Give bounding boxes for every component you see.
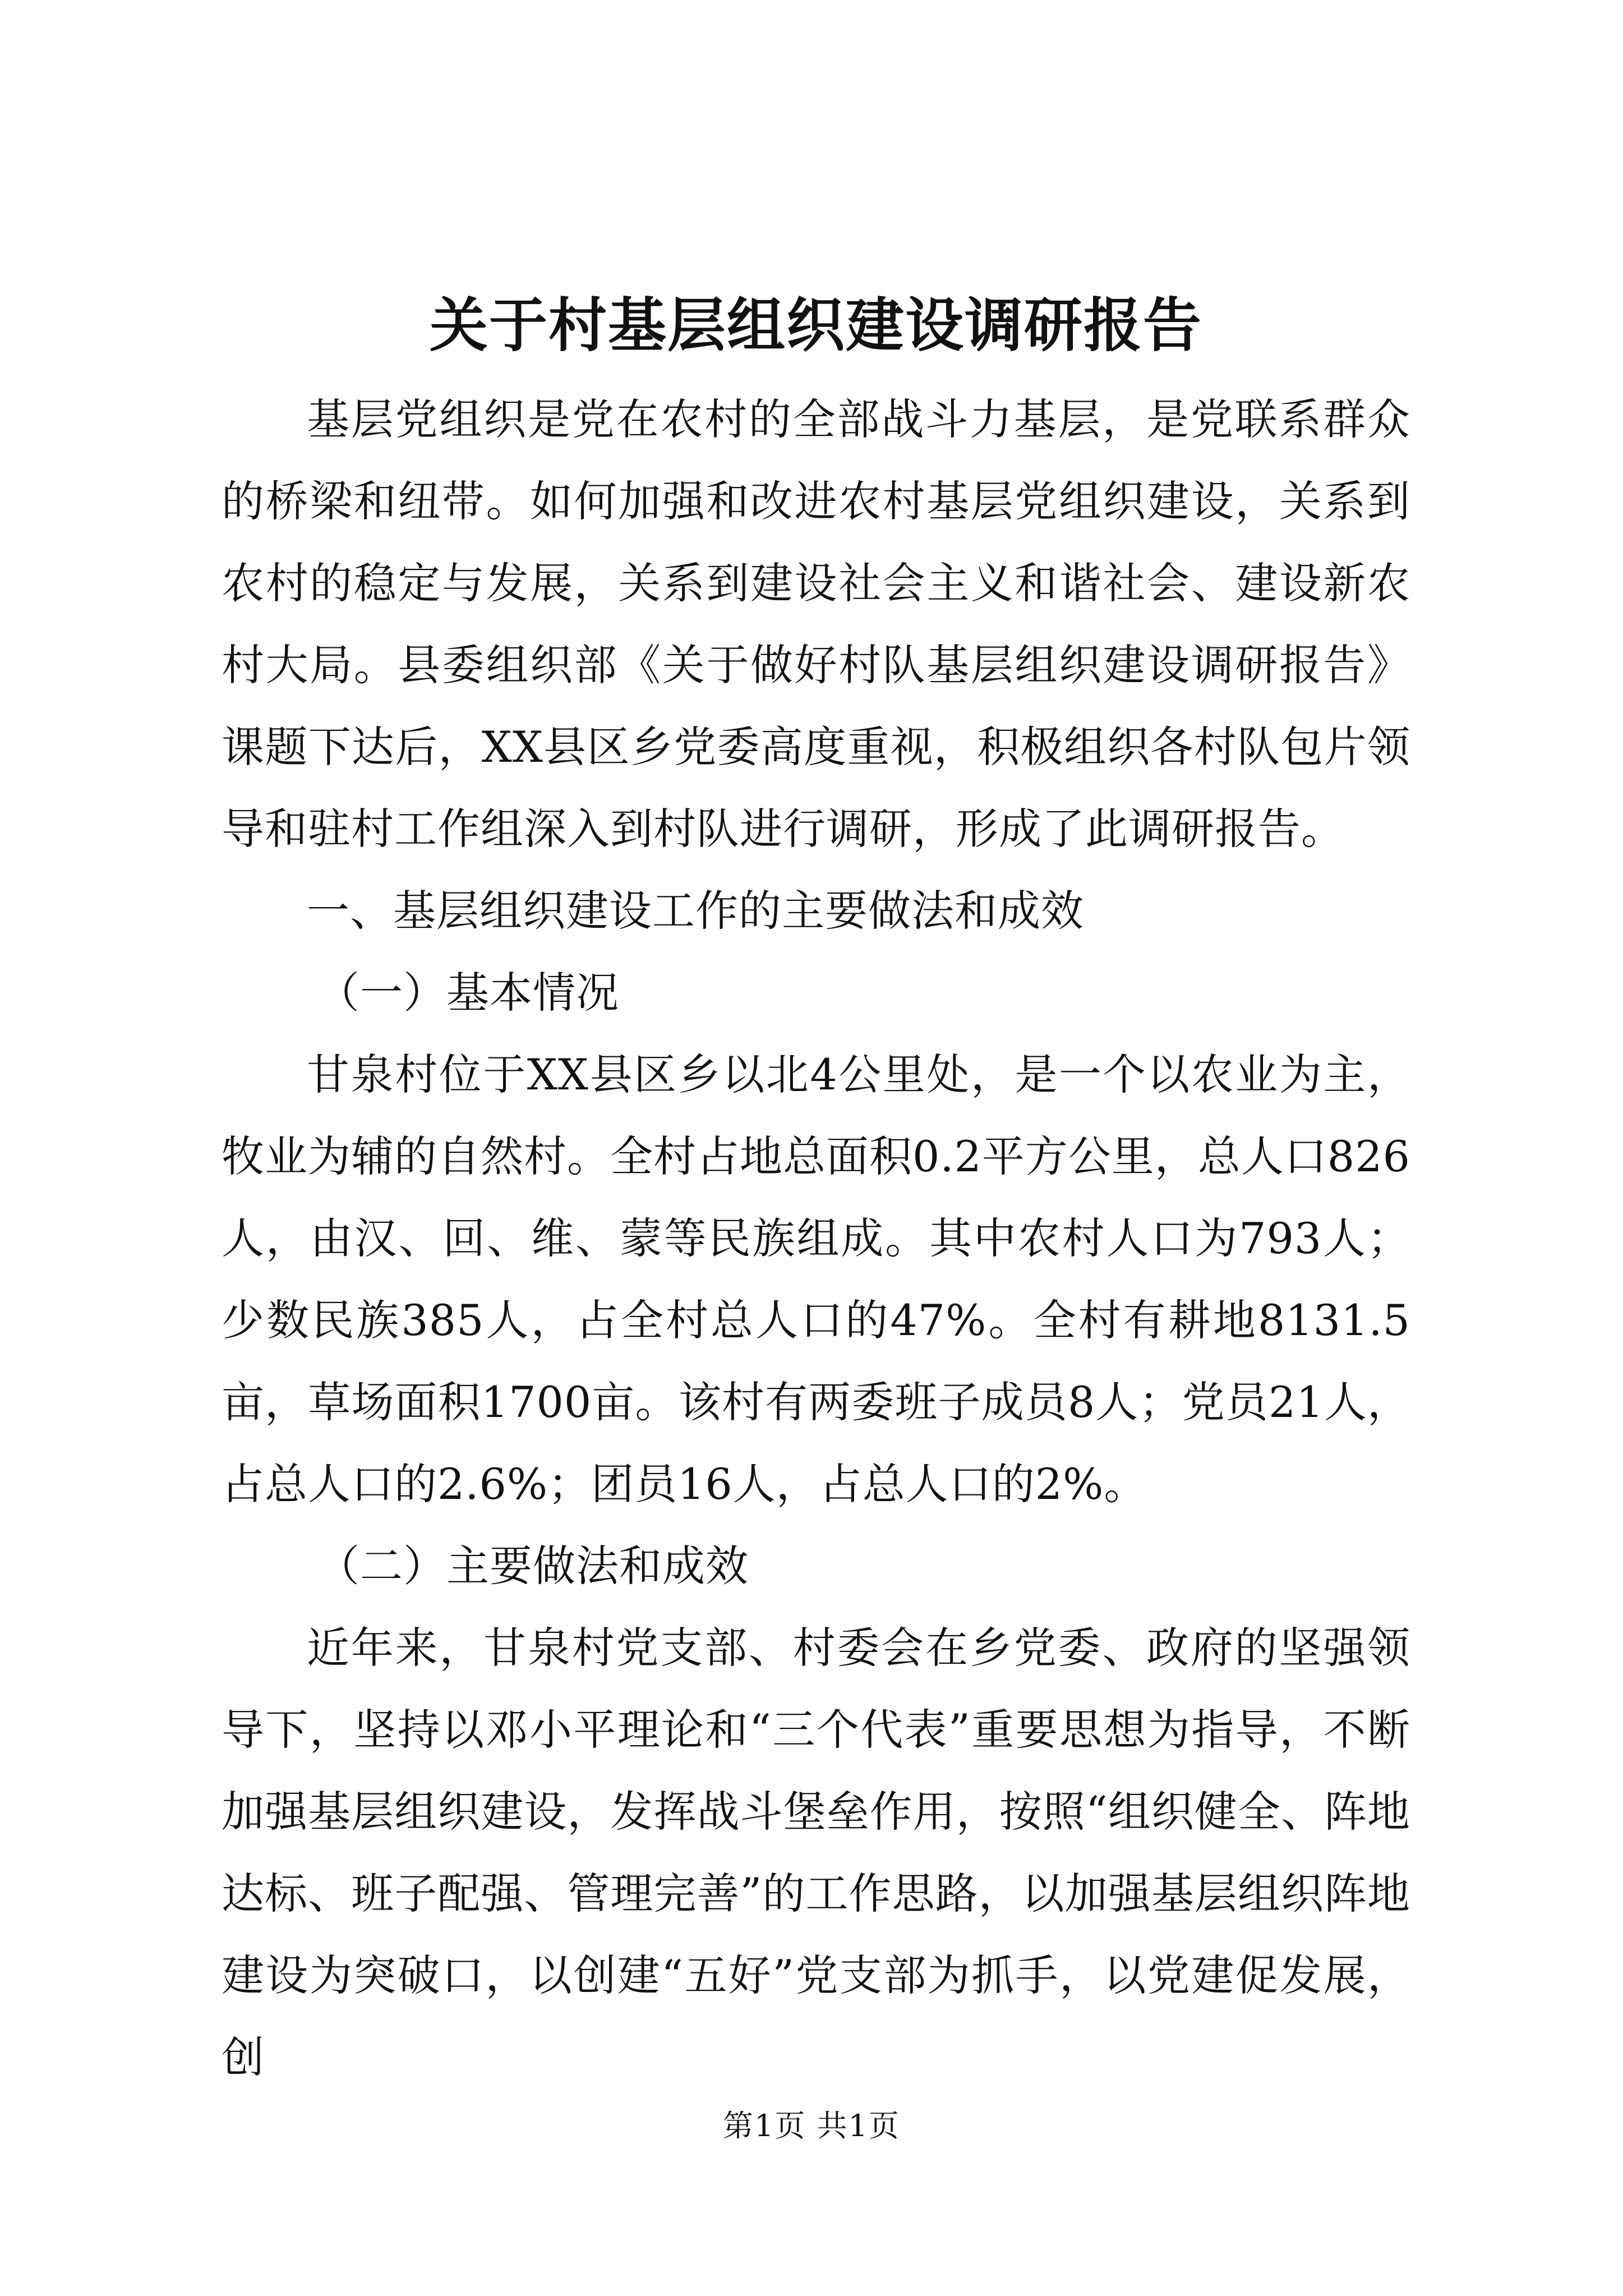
- subsection-2-heading: （二）主要做法和成效: [317, 1541, 749, 1591]
- subsection-1-heading: （一）基本情况: [317, 968, 619, 1018]
- intro-paragraph: 基层党组织是党在农村的全部战斗力基层，是党联系群众的桥梁和纽带。如何加强和改进农村基层党组织建设，关系到农村的稳定与发展，关系到建设社会主义和谐社会、建设新农村大局。县委组织部《关于做好村队基层组织建设调研报告》课题下达后，XX县区乡党委高度重视，积极组织各村队包片领导和驻村工作组深入到村队进行调研，形成了此调研报告。: [222, 394, 1410, 854]
- document-title: 关于村基层组织建设调研报告: [429, 291, 1202, 360]
- subsection-2-body: 近年来，甘泉村党支部、村委会在乡党委、政府的坚强领导下，坚持以邓小平理论和“三个代表”重要思想为指导，不断加强基层组织建设，发挥战斗堡垒作用，按照“组织健全、阵地达标、班子配强、管理完善”的工作思路，以加强基层组织阵地建设为突破口，以创建“五好”党支部为抓手，以党建促发展，创: [222, 1623, 1410, 2082]
- document-body: [222, 283, 1410, 2099]
- subsection-1-body: 甘泉村位于XX县区乡以北4公里处，是一个以农业为主，牧业为辅的自然村。全村占地总面积0.2平方公里，总人口826人，由汉、回、维、蒙等民族组成。其中农村人口为793人；少数民族385人，占全村总人口的47%。全村有耕地8131.5亩，草场面积1700亩。该村有两委班子成员8人；党员21人，占总人口的2.6%；团员16人，占总人口的2%。: [222, 1050, 1410, 1509]
- page-number-footer: 第1页 共1页: [723, 2108, 900, 2143]
- section-1-heading: 一、基层组织建设工作的主要做法和成效: [307, 886, 1084, 936]
